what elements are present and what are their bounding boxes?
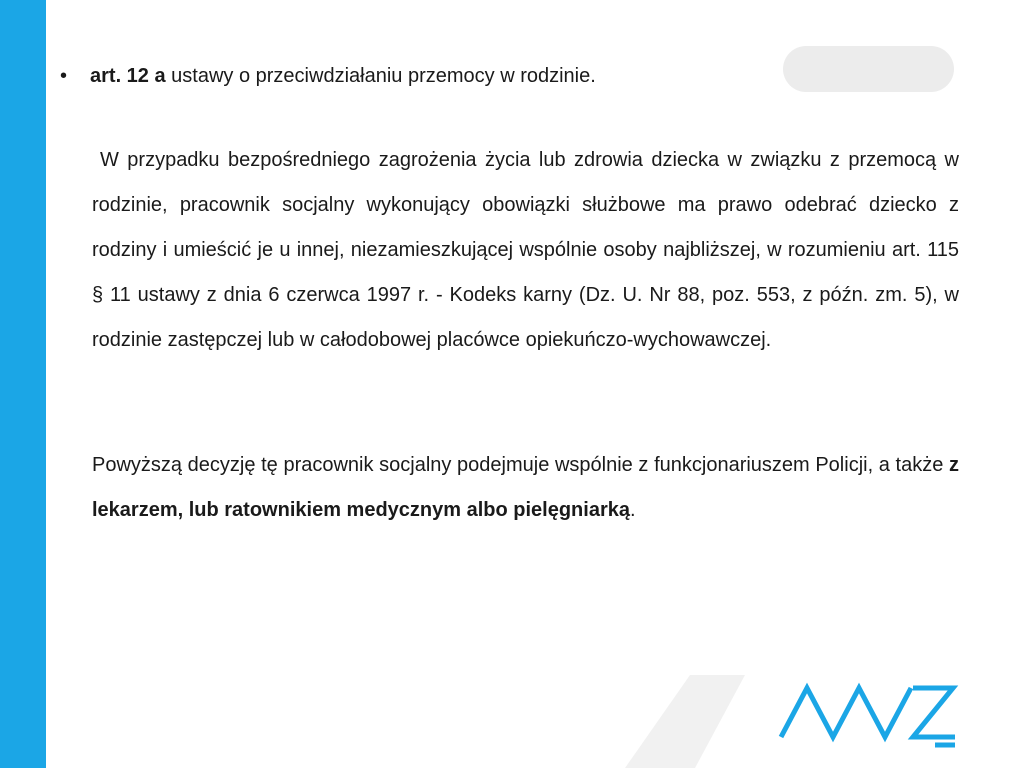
paragraph-2 <box>92 443 959 533</box>
decorative-stripe <box>625 675 745 768</box>
bullet-text: ustawy o przeciwdziałaniu przemocy w rodzinie. <box>165 65 596 87</box>
bullet-bold-text: art. 12 a <box>90 65 166 87</box>
bullet-item <box>60 63 960 89</box>
left-accent-bar <box>0 0 46 768</box>
paragraph-2-bold-text: z lekarzem, lub ratownikiem medycznym albo pielęgniarką <box>92 454 959 521</box>
bullet-marker: • <box>60 65 68 87</box>
paragraph-2-end: . <box>629 499 636 521</box>
paragraph-1: W przypadku bezpośredniego zagrożenia życia lub zdrowia dziecka w związku z przemocą w rodzinie, pracownik socjalny wykonujący obowiązki służbowe ma prawo odebrać dziecko z rodziny i umieścić je u innej, niezamieszkującej wspólnie osoby najbliższej, w rozumieniu art. 115 § 11 ustawy z dnia 6 czerwca 1997 r. - Kodeks karny (Dz. U. Nr 88, poz. 553, z późn. zm. 5), w rodzinie zastępczej lub w całodobowej placówce opiekuńczo-wychowawczej. <box>92 149 959 351</box>
mz-logo-icon <box>781 688 955 745</box>
paragraph-2-text: Powyższą decyzję tę pracownik socjalny podejmuje wspólnie z funkcjonariuszem Policji, a także <box>92 454 949 476</box>
